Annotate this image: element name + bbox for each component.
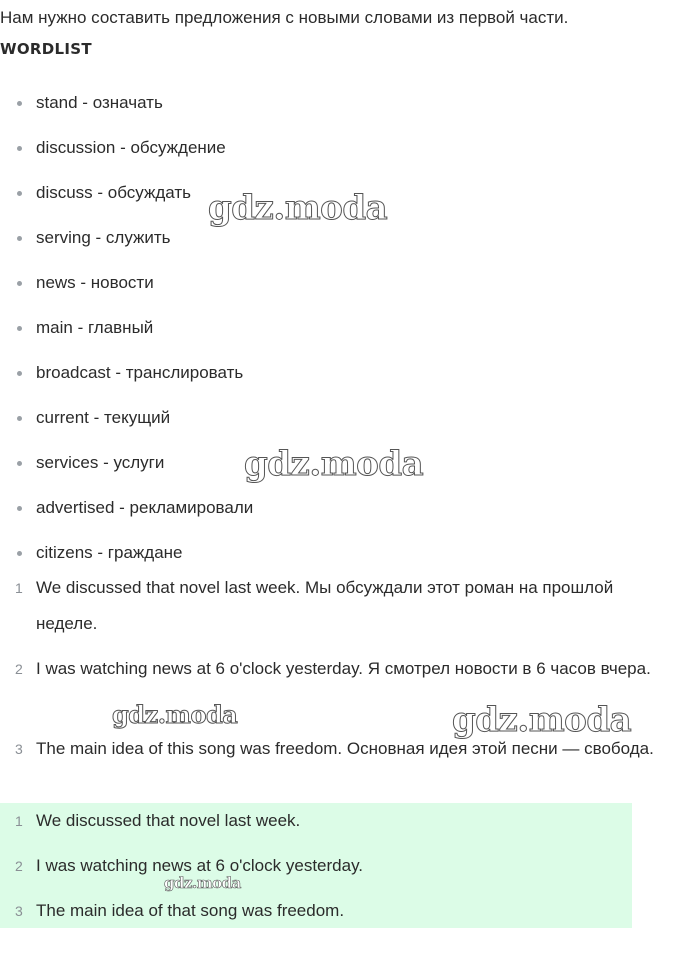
bullet-icon — [17, 101, 22, 106]
answer-text: We discussed that novel last week. — [36, 811, 301, 830]
list-item-text: discuss - обсуждать — [36, 183, 192, 202]
item-number: 3 — [15, 903, 23, 919]
bullet-icon — [17, 146, 22, 151]
list-item-text: serving - служить — [36, 228, 171, 247]
list-item-text: main - главный — [36, 318, 154, 337]
watermark: gdz.moda — [112, 700, 238, 729]
translation-text: The main idea of this song was freedom. Основная идея этой песни — свобода. — [36, 739, 654, 758]
list-item-text: discussion - обсуждение — [36, 138, 226, 157]
bullet-icon — [17, 551, 22, 556]
item-number: 1 — [15, 813, 23, 829]
list-item-text: broadcast - транслировать — [36, 363, 244, 382]
watermark: gdz.moda — [208, 188, 388, 228]
item-number: 1 — [15, 580, 23, 596]
bullet-icon — [17, 326, 22, 331]
bullet-icon — [17, 416, 22, 421]
item-number: 3 — [15, 741, 23, 757]
bullet-icon — [17, 236, 22, 241]
answer-text: The main idea of that song was freedom. — [36, 901, 345, 920]
watermark: gdz.moda — [244, 444, 424, 484]
intro-text: Нам нужно составить предложения с новыми словами из первой части. — [0, 8, 569, 27]
list-item-text: news - новости — [36, 273, 154, 292]
translation-text: We discussed that novel last week. Мы обсуждали этот роман на прошлой неделе. — [36, 578, 614, 633]
bullet-icon — [17, 281, 22, 286]
watermark: gdz.moda — [164, 874, 241, 892]
bullet-icon — [17, 371, 22, 376]
list-item-text: services - услуги — [36, 453, 165, 472]
item-number: 2 — [15, 661, 23, 677]
list-item-text: stand - означать — [36, 93, 163, 112]
bullet-icon — [17, 191, 22, 196]
wordlist-heading: WORDLIST — [0, 40, 92, 58]
watermark: gdz.moda — [452, 700, 632, 740]
item-number: 2 — [15, 858, 23, 874]
list-item-text: current - текущий — [36, 408, 171, 427]
bullet-icon — [17, 506, 22, 511]
bullet-icon — [17, 461, 22, 466]
answer-text: I was watching news at 6 o'clock yesterday. — [36, 856, 364, 875]
list-item-text: citizens - граждане — [36, 543, 183, 562]
translation-text: I was watching news at 6 o'clock yesterday. Я смотрел новости в 6 часов вчера. — [36, 659, 651, 678]
list-item-text: advertised - рекламировали — [36, 498, 254, 517]
